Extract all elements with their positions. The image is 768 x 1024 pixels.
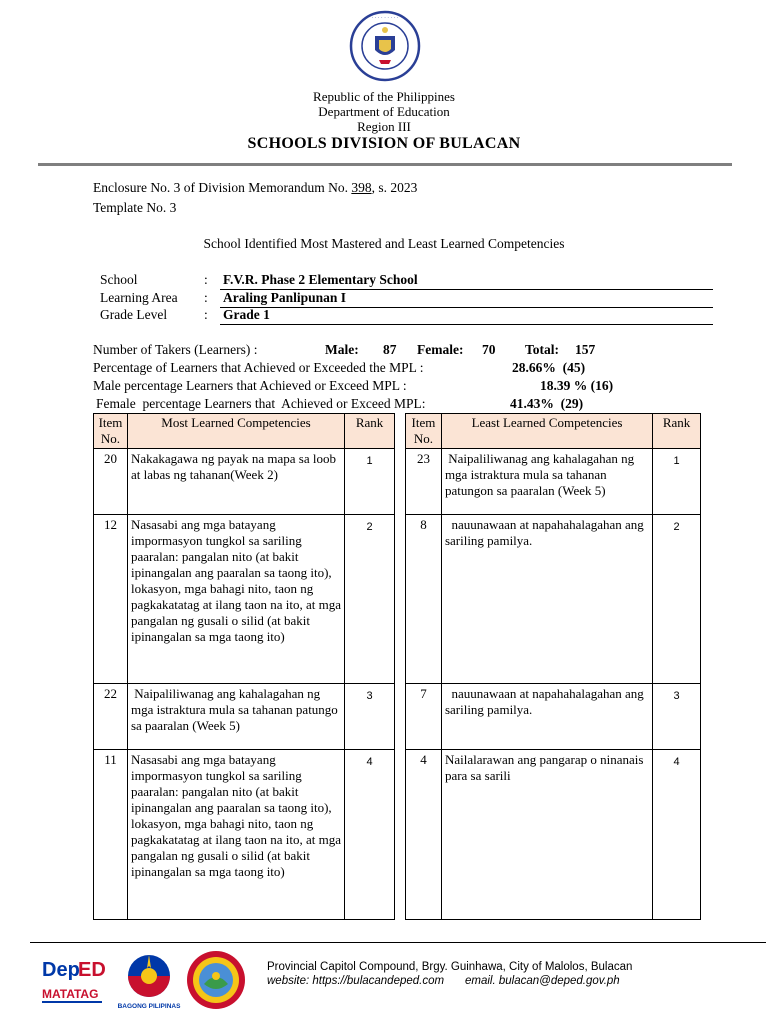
item-no: 7 xyxy=(406,684,442,750)
competency-text: Naipaliliwanag ang kahalagahan ng mga istraktura mula sa tahanan patungo sa paaralan (Week 5) xyxy=(127,684,344,750)
svg-text:ED: ED xyxy=(78,959,106,981)
table-row xyxy=(406,684,701,750)
item-no: 12 xyxy=(94,515,128,684)
rank-value: 1 xyxy=(345,449,395,515)
footer-email xyxy=(465,974,620,988)
svg-text:· · · · · · · · ·: · · · · · · · · · xyxy=(371,15,399,21)
item-no: 4 xyxy=(406,750,442,920)
deped-matatag-logo xyxy=(38,950,108,1012)
template-number: Template No. 3 xyxy=(93,200,177,215)
rank-value: 3 xyxy=(345,684,395,750)
rank-value: 4 xyxy=(345,750,395,920)
table-header-row xyxy=(94,414,395,449)
col-rank: Rank xyxy=(345,414,395,449)
enclosure-prefix: Enclosure No. 3 of Division Memorandum No. xyxy=(93,180,352,195)
email-link[interactable]: email. bulacan@deped.gov.ph xyxy=(465,975,620,987)
info-school xyxy=(100,272,720,289)
school-value: F.V.R. Phase 2 Elementary School xyxy=(223,272,418,287)
female-value: 70 xyxy=(482,342,496,357)
total-label: Total: xyxy=(525,342,560,357)
table-row xyxy=(94,684,395,750)
col-item-no: Item No. xyxy=(94,414,128,449)
grade-value: Grade 1 xyxy=(223,307,270,322)
item-no: 23 xyxy=(406,449,442,515)
competency-text: Naipaliliwanag ang kahalagahan ng mga istraktura mula sa tahanan patungon sa paaralan (Week 5) xyxy=(441,449,652,515)
col-competency: Least Learned Competencies xyxy=(441,414,652,449)
pct-label: Percentage of Learners that Achieved or Exceeded the MPL : xyxy=(93,360,424,375)
male-pct-value: 18.39 % (16) xyxy=(540,378,614,393)
table-row xyxy=(406,449,701,515)
item-no: 22 xyxy=(94,684,128,750)
header-department: Department of Education xyxy=(318,104,450,119)
rank-value: 3 xyxy=(653,684,701,750)
deped-seal xyxy=(349,10,421,82)
rank-value: 4 xyxy=(653,750,701,920)
bulacan-division-seal xyxy=(182,950,252,1012)
pct-value: 28.66% (45) xyxy=(512,360,586,375)
item-no: 20 xyxy=(94,449,128,515)
table-row xyxy=(94,750,395,920)
grade-underline xyxy=(220,324,713,325)
competency-text: Nailalarawan ang pangarap o ninanais para sa sarili xyxy=(441,750,652,920)
info-learning-area xyxy=(100,290,720,307)
female-pct-label: Female percentage Learners that Achieved or Exceed MPL: xyxy=(96,396,426,411)
least-learned-table xyxy=(405,413,701,920)
female-label: Female: xyxy=(417,342,464,357)
document-title: School Identified Most Mastered and Least Learned Competencies xyxy=(203,236,565,251)
rank-value: 2 xyxy=(653,515,701,684)
memo-number: 398 xyxy=(351,180,372,195)
item-no: 8 xyxy=(406,515,442,684)
competency-text: nauunawaan at napahahalagahan ang sariling pamilya. xyxy=(441,684,652,750)
svg-text:Dep: Dep xyxy=(42,959,80,981)
table-header-row xyxy=(406,414,701,449)
info-grade-level xyxy=(100,307,720,324)
svg-text:BAGONG PILIPINAS: BAGONG PILIPINAS xyxy=(117,1003,181,1010)
male-pct-label: Male percentage Learners that Achieved or Exceed MPL : xyxy=(93,378,407,393)
rank-value: 1 xyxy=(653,449,701,515)
area-label: Learning Area xyxy=(100,290,178,305)
table-row xyxy=(406,750,701,920)
grade-colon: : xyxy=(204,307,208,322)
competency-text: nauunawaan at napahahalagahan ang sariling pamilya. xyxy=(441,515,652,684)
takers-label: Number of Takers (Learners) : xyxy=(93,342,258,357)
female-pct-value: 41.43% (29) xyxy=(510,396,584,411)
male-label: Male: xyxy=(325,342,359,357)
website-link[interactable]: website: https://bulacandeped.com xyxy=(267,975,445,987)
table-row xyxy=(94,515,395,684)
total-value: 157 xyxy=(575,342,596,357)
header-title: SCHOOLS DIVISION OF BULACAN xyxy=(247,135,521,152)
svg-text:MATATAG: MATATAG xyxy=(42,987,99,1001)
bagong-pilipinas-logo xyxy=(114,950,184,1012)
grade-label: Grade Level xyxy=(100,307,168,322)
school-label: School xyxy=(100,272,138,287)
area-value: Araling Panlipunan I xyxy=(223,290,347,305)
area-colon: : xyxy=(204,290,208,305)
col-item-no: Item No. xyxy=(406,414,442,449)
header-republic: Republic of the Philippines xyxy=(313,89,455,104)
col-rank: Rank xyxy=(653,414,701,449)
col-competency: Most Learned Competencies xyxy=(127,414,344,449)
item-no: 11 xyxy=(94,750,128,920)
enclosure-line xyxy=(93,180,417,196)
rank-value: 2 xyxy=(345,515,395,684)
competency-text: Nakakagawa ng payak na mapa sa loob at labas ng tahanan(Week 2) xyxy=(127,449,344,515)
header-divider xyxy=(38,163,732,166)
footer-divider xyxy=(30,942,766,943)
footer-website xyxy=(267,974,444,988)
competency-text: Nasasabi ang mga batayang impormasyon tungkol sa sariling paaralan: pangalan nito (at bakit ipinangalan ang paaralan sa taong ito), lokasyon, mga bahagi nito, taon ng pagkakatatag at ilang taon na ito, at mga pangalan ng gusali o silid (at bakit ipinangalan sa mga taong ito) xyxy=(127,750,344,920)
table-row xyxy=(94,449,395,515)
competency-text: Nasasabi ang mga batayang impormasyon tungkol sa sariling paaralan: pangalan nito (at bakit ipinangalan ang paaralan sa taong ito), lokasyon, mga bahagi nito, taon ng pagkakatatag at ilang taon na ito, at mga pangalan ng gusali o silid (at bakit ipinangalan sa mga taong ito) xyxy=(127,515,344,684)
school-colon: : xyxy=(204,272,208,287)
enclosure-suffix: , s. 2023 xyxy=(371,180,418,195)
male-value: 87 xyxy=(383,342,397,357)
most-learned-table xyxy=(93,413,395,920)
table-row xyxy=(406,515,701,684)
footer-address: Provincial Capitol Compound, Brgy. Guinhawa, City of Malolos, Bulacan xyxy=(267,961,633,973)
header-region: Region III xyxy=(357,119,411,134)
